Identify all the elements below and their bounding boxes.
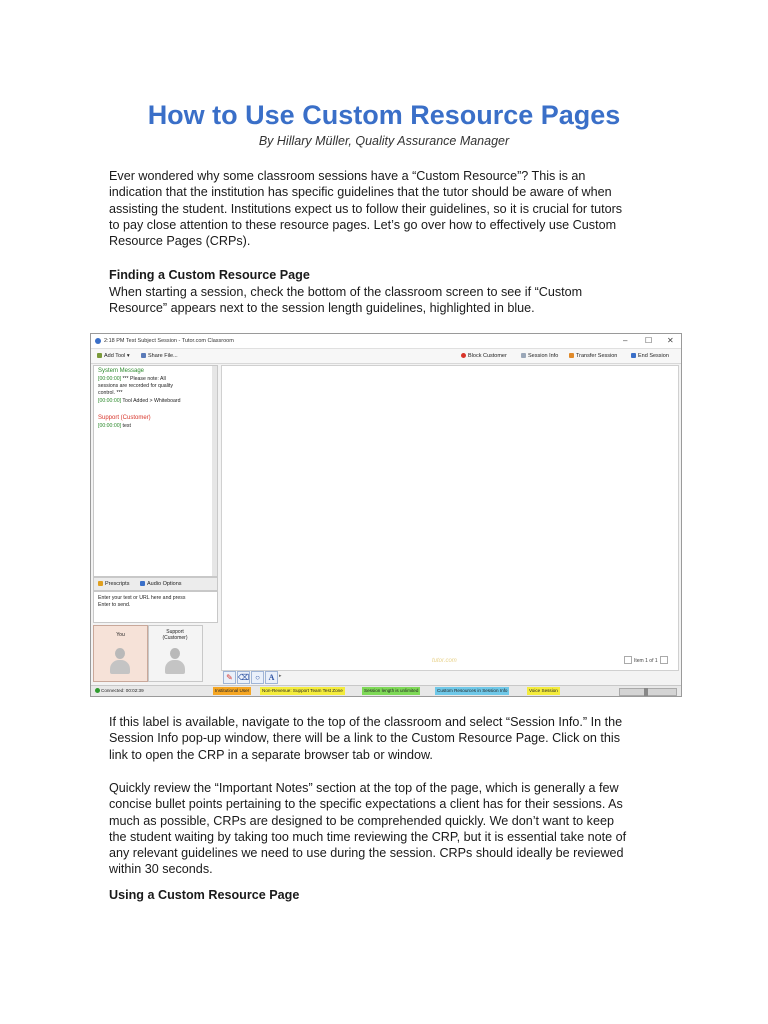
chat-line: control. *** bbox=[98, 390, 123, 396]
finding-line: Resource” appears next to the session length guidelines, highlighted in blue. bbox=[109, 301, 535, 316]
status-badge: Session length is unlimited bbox=[364, 688, 419, 693]
chat-line: sessions are recorded for quality bbox=[98, 383, 173, 389]
chat-line: [00:00:00] test bbox=[98, 423, 131, 429]
text-tool-icon[interactable]: A bbox=[265, 671, 278, 684]
avatar-icon bbox=[165, 648, 185, 676]
section-heading-finding: Finding a Custom Resource Page bbox=[109, 268, 310, 282]
session-info-line: If this label is available, navigate to the top of the classroom and select “Session Info.” In the bbox=[109, 715, 623, 729]
status-badge: Custom Resources in Session Info bbox=[437, 688, 508, 693]
share-icon bbox=[141, 353, 146, 358]
session-info-line: Session Info pop-up window, there will be a link to the Custom Resource Page. Click on this bbox=[109, 731, 621, 746]
intro-line: Resource Pages (CRPs). bbox=[109, 234, 251, 249]
info-icon bbox=[521, 353, 526, 358]
video-tile-support bbox=[148, 625, 203, 682]
whiteboard-tools bbox=[221, 671, 677, 683]
tutor-logo-icon bbox=[95, 338, 101, 344]
support-message-header: Support (Customer) bbox=[98, 415, 151, 421]
window-titlebar bbox=[91, 334, 681, 349]
transfer-session-button[interactable]: Transfer Session bbox=[569, 353, 617, 359]
prescripts-icon bbox=[98, 581, 103, 586]
prescripts-tab[interactable]: Prescripts bbox=[98, 581, 129, 587]
block-icon bbox=[461, 353, 466, 358]
notes-line: any relevant guidelines we need to use during the session. CRPs should ideally be reviewed bbox=[109, 846, 624, 861]
chat-input[interactable]: Enter your text or URL here and press Enter to send. bbox=[93, 591, 218, 623]
notes-line: within 30 seconds. bbox=[109, 862, 213, 877]
chat-tabs bbox=[93, 577, 218, 591]
connection-status: Connected: 00:02:39 bbox=[93, 687, 146, 695]
intro-line: to pay close attention to these resource pages. Let’s go over how to effectively use Custom bbox=[109, 217, 617, 232]
classroom-screenshot bbox=[90, 333, 682, 697]
status-badge: Non-Revenue: Support Team Test Zone bbox=[262, 688, 343, 693]
intro-line: assisting the student. Institutions expect us to follow their guidelines, so it is crucial for tutors bbox=[109, 201, 623, 216]
document-byline: By Hillary Müller, Quality Assurance Manager bbox=[258, 134, 510, 148]
end-session-icon bbox=[631, 353, 636, 358]
intro-line: Ever wondered why some classroom sessions have a “Custom Resource”? This is an bbox=[109, 169, 586, 183]
notes-line: Quickly review the “Important Notes” section at the top of the page, which is generally a few bbox=[109, 781, 619, 795]
session-info-line: link to open the CRP in a separate browser tab or window. bbox=[109, 747, 433, 762]
block-customer-button[interactable]: Block Customer bbox=[461, 353, 507, 359]
finding-line: When starting a session, check the bottom of the classroom screen to see if “Custom bbox=[109, 285, 583, 299]
status-badge: Voice Session bbox=[529, 688, 558, 693]
pencil-icon bbox=[97, 353, 102, 358]
close-button[interactable]: ✕ bbox=[667, 336, 674, 345]
prev-page-button[interactable] bbox=[624, 656, 632, 664]
video-tile-you bbox=[93, 625, 148, 682]
chat-log bbox=[93, 365, 218, 577]
notes-line: concise bullet points pertaining to the specific expectations a client has for their sessions. As bbox=[109, 797, 623, 812]
window-title: 2:18 PM Test Subject Session - Tutor.com Classroom bbox=[104, 338, 234, 344]
minimize-button[interactable]: – bbox=[623, 336, 628, 345]
microphone-icon bbox=[140, 581, 145, 586]
chat-line: [00:00:00] *** Please note: All bbox=[98, 376, 166, 382]
add-tool-button[interactable]: Add Tool ▾ bbox=[97, 353, 130, 359]
pen-tool-icon[interactable]: ✎ bbox=[223, 671, 236, 684]
transfer-icon bbox=[569, 353, 574, 358]
notes-line: the student waiting by taking too much time reviewing the CRP, but it is essential take note of bbox=[109, 829, 627, 844]
share-file-button[interactable]: Share File... bbox=[141, 353, 178, 359]
avatar-icon bbox=[110, 648, 130, 676]
chat-line: [00:00:00] Tool Added > Whiteboard bbox=[98, 398, 181, 404]
audio-options-tab[interactable]: Audio Options bbox=[140, 581, 182, 587]
document-title: How to Use Custom Resource Pages bbox=[147, 100, 621, 130]
intro-line: indication that the institution has specific guidelines that the tutor should be aware of when bbox=[109, 185, 612, 200]
zoom-slider[interactable] bbox=[619, 688, 677, 696]
page-indicator: Item 1 of 1 bbox=[624, 656, 668, 664]
session-info-paragraph bbox=[109, 714, 669, 763]
whiteboard-canvas[interactable] bbox=[221, 365, 679, 671]
classroom-toolbar bbox=[91, 349, 681, 364]
notes-line: much as possible, CRPs are designed to be comprehended quickly. We don’t want to keep bbox=[109, 813, 614, 828]
shape-tool-icon[interactable]: ○ bbox=[251, 671, 264, 684]
eraser-tool-icon[interactable]: ⌫ bbox=[238, 673, 250, 682]
intro-paragraph bbox=[109, 168, 669, 249]
important-notes-paragraph bbox=[109, 780, 669, 878]
tools-arrow-icon[interactable]: ▸ bbox=[279, 673, 282, 679]
video-label: Support (Customer) bbox=[162, 629, 188, 641]
next-page-button[interactable] bbox=[660, 656, 668, 664]
connected-icon bbox=[95, 688, 100, 693]
zoom-slider-handle[interactable] bbox=[644, 688, 648, 696]
maximize-button[interactable]: ☐ bbox=[645, 336, 653, 345]
status-badge: Institutional User bbox=[215, 688, 250, 693]
section-heading-using: Using a Custom Resource Page bbox=[109, 888, 300, 902]
finding-paragraph bbox=[109, 284, 669, 317]
video-label: You bbox=[116, 632, 125, 638]
session-info-button[interactable]: Session Info bbox=[521, 353, 558, 359]
system-message-header: System Message bbox=[98, 368, 145, 374]
status-bar bbox=[91, 685, 681, 697]
tutor-watermark: tutor.com bbox=[432, 658, 457, 664]
end-session-button[interactable]: End Session bbox=[631, 353, 669, 359]
chat-scrollbar[interactable] bbox=[212, 366, 217, 576]
